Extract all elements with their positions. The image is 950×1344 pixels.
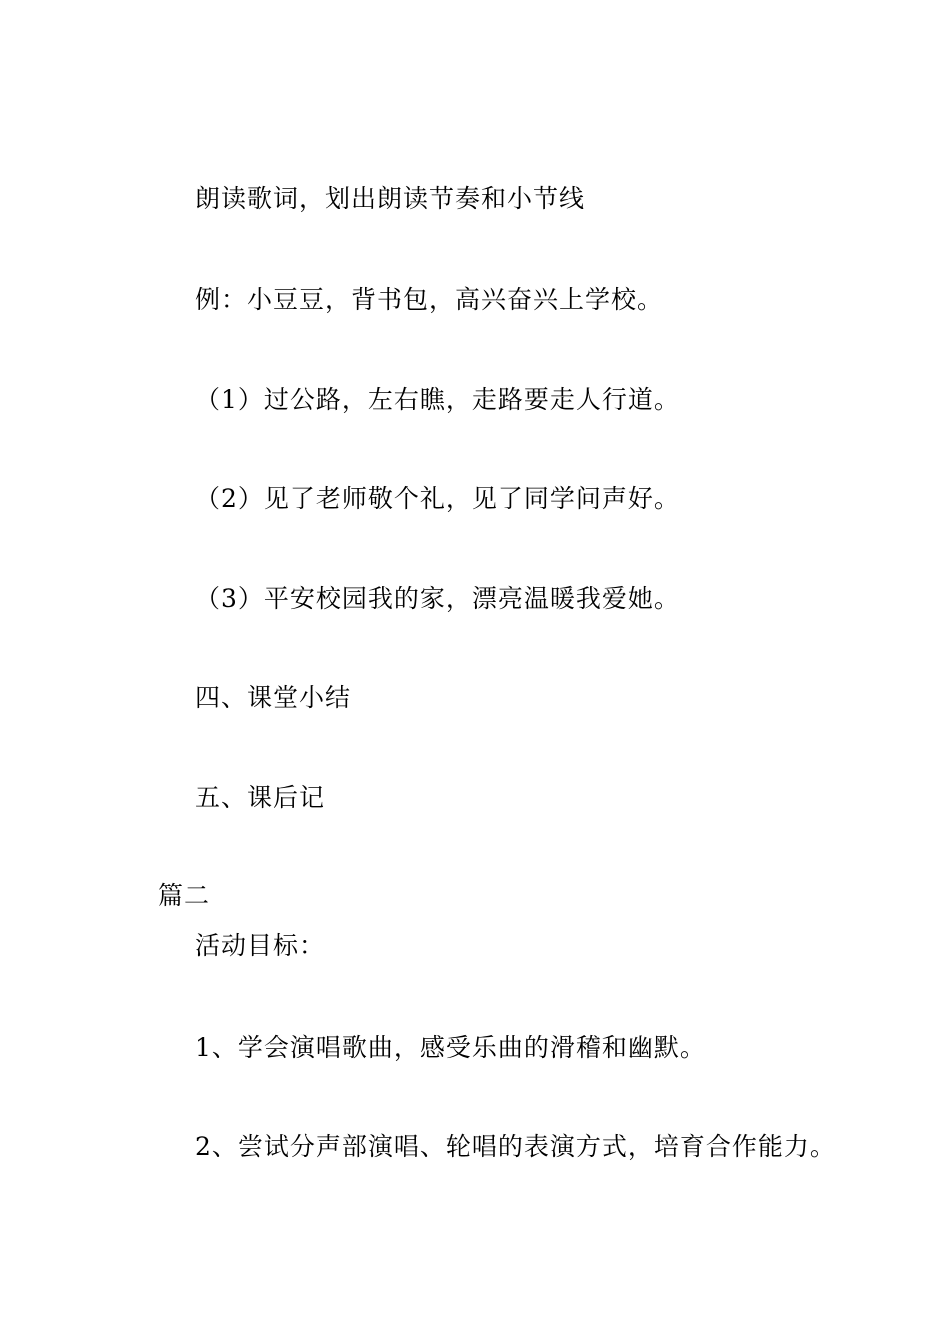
- heading-activity-goals: 活动目标：: [195, 931, 326, 960]
- goal-item-2: 2、尝试分声部演唱、轮唱的表演方式，培育合作能力。: [195, 1132, 836, 1161]
- paragraph-item-2: （2）见了老师敬个礼，见了同学问声好。: [195, 484, 680, 513]
- heading-after-class-notes: 五、课后记: [195, 783, 326, 812]
- goal-item-1: 1、学会演唱歌曲，感受乐曲的滑稽和幽默。: [195, 1033, 706, 1062]
- paragraph-item-1: （1）过公路，左右瞧，走路要走人行道。: [195, 385, 680, 414]
- paragraph-example: 例：小豆豆，背书包，高兴奋兴上学校。: [195, 285, 664, 314]
- paragraph-read-lyrics: 朗读歌词，划出朗读节奏和小节线: [195, 184, 586, 213]
- section-title: 篇二: [158, 881, 211, 910]
- heading-class-summary: 四、课堂小结: [195, 683, 352, 712]
- paragraph-item-3: （3）平安校园我的家，漂亮温暖我爱她。: [195, 584, 680, 613]
